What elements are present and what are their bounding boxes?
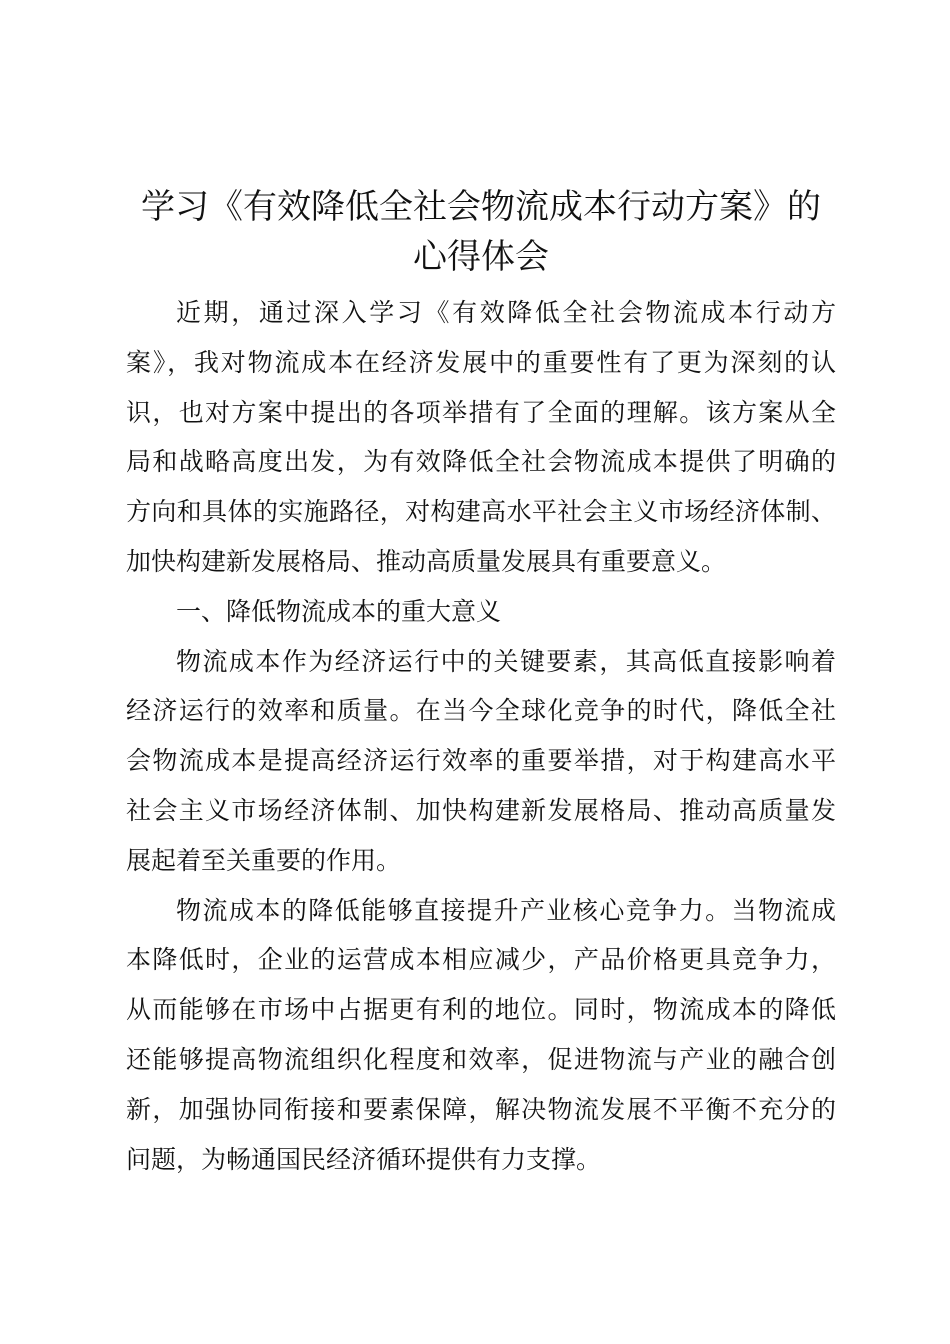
title-line-1: 学习《有效降低全社会物流成本行动方案》的: [141, 187, 821, 227]
text-line: 问题，为畅通国民经济循环提供有力支撑。: [126, 1144, 602, 1174]
text-line: 物流成本作为经济运行中的关键要素，其高低直接影响着: [176, 646, 836, 676]
document-title: [126, 182, 836, 282]
document-page: [126, 182, 836, 1184]
paragraph-competitiveness: [126, 886, 836, 1185]
text-line: 识，也对方案中提出的各项举措有了全面的理解。该方案从全: [126, 397, 836, 427]
section-heading: [126, 587, 836, 637]
text-line: 案》，我对物流成本在经济发展中的重要性有了更为深刻的认: [126, 347, 836, 377]
text-line: 会物流成本是提高经济运行效率的重要举措，对于构建高水平: [126, 746, 836, 776]
paragraph-significance: [126, 637, 836, 886]
text-line: 还能够提高物流组织化程度和效率，促进物流与产业的融合创: [126, 1044, 836, 1074]
text-line: 经济运行的效率和质量。在当今全球化竞争的时代，降低全社: [126, 696, 836, 726]
text-line: 加快构建新发展格局、推动高质量发展具有重要意义。: [126, 546, 727, 576]
text-line: 局和战略高度出发，为有效降低全社会物流成本提供了明确的: [126, 447, 836, 477]
text-line: 新，加强协同衔接和要素保障，解决物流发展不平衡不充分的: [126, 1094, 836, 1124]
section-heading-text: 一、降低物流成本的重大意义: [176, 596, 502, 626]
text-line: 本降低时，企业的运营成本相应减少，产品价格更具竞争力，: [126, 945, 836, 975]
paragraph-intro: [126, 288, 836, 587]
text-line: 物流成本的降低能够直接提升产业核心竞争力。当物流成: [176, 895, 836, 925]
text-line: 社会主义市场经济体制、加快构建新发展格局、推动高质量发: [126, 795, 836, 825]
text-line: 展起着至关重要的作用。: [126, 845, 402, 875]
text-line: 从而能够在市场中占据更有利的地位。同时，物流成本的降低: [126, 995, 836, 1025]
document-body: [126, 288, 836, 1184]
text-line: 近期，通过深入学习《有效降低全社会物流成本行动方: [176, 298, 836, 327]
text-line: 方向和具体的实施路径，对构建高水平社会主义市场经济体制、: [126, 497, 836, 527]
title-line-2: 心得体会: [413, 237, 549, 277]
